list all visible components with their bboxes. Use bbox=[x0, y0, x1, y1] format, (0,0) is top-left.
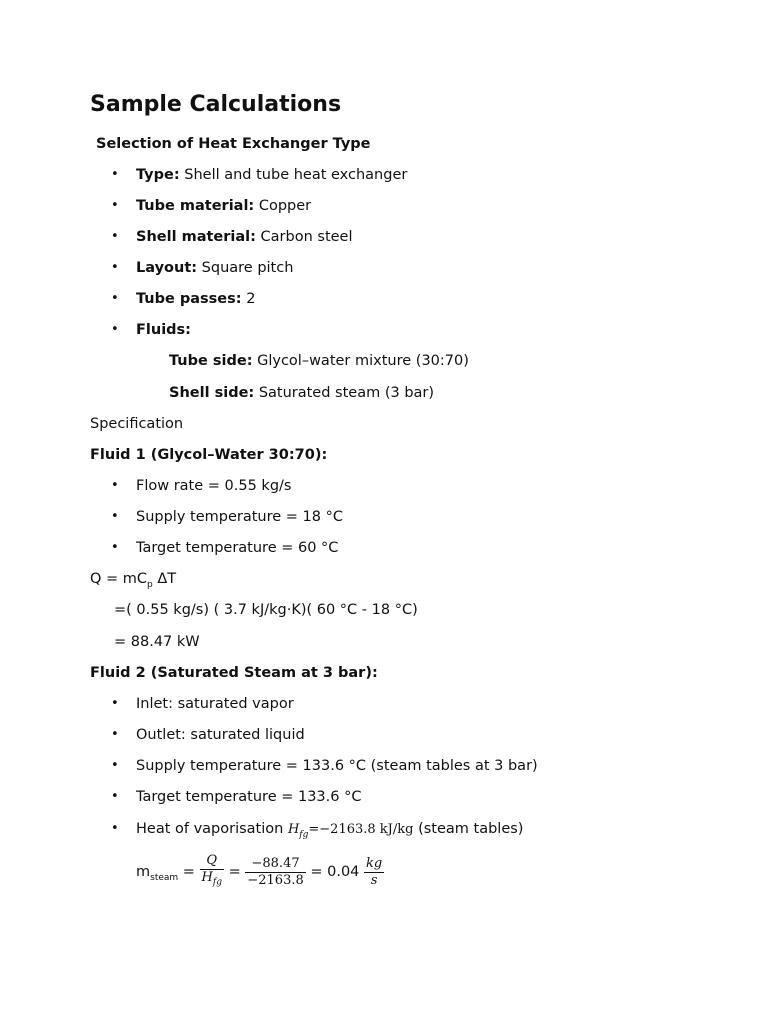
list-item: Target temperature = 133.6 °C bbox=[136, 789, 362, 805]
list-item: Supply temperature = 133.6 °C (steam tables at 3 bar) bbox=[136, 758, 538, 774]
bullet-icon: • bbox=[111, 540, 119, 555]
fraction-values: $\frac{-88.47}{-2163.8}$ bbox=[247, 855, 304, 888]
selection-heading: Selection of Heat Exchanger Type bbox=[96, 136, 371, 152]
list-item: Tube material: Copper bbox=[136, 198, 312, 214]
bullet-icon: • bbox=[111, 509, 119, 524]
fluid-tube-side: Tube side: Glycol–water mixture (30:70) bbox=[169, 353, 469, 369]
bullet-icon: • bbox=[111, 291, 119, 306]
bullet-icon: • bbox=[111, 167, 119, 182]
heat-of-vaporisation: Heat of vaporisation $H_{fg}=-2163.8$ kJ/kg (steam tables) bbox=[136, 821, 524, 840]
heat-calc-step: =( 0.55 kg/s) ( 3.7 kJ/kg·K)( 60 °C - 18 °C) bbox=[114, 602, 418, 618]
bullet-icon: • bbox=[111, 322, 119, 337]
fraction-q-over-hfg: $\frac{Q}{H_{fg}}$ bbox=[200, 853, 224, 891]
bullet-icon: • bbox=[111, 727, 119, 742]
list-item: Outlet: saturated liquid bbox=[136, 727, 305, 743]
bullet-icon: • bbox=[111, 229, 119, 244]
bullet-icon: • bbox=[111, 478, 119, 493]
list-item: Layout: Square pitch bbox=[136, 260, 294, 276]
fluid1-heading: Fluid 1 (Glycol–Water 30:70): bbox=[90, 447, 328, 463]
list-item: Fluids: bbox=[136, 322, 191, 338]
page-title: Sample Calculations bbox=[90, 92, 342, 117]
list-item: Inlet: saturated vapor bbox=[136, 696, 294, 712]
heat-equation: $Q = mC_p$ ΔT bbox=[90, 571, 177, 590]
steam-mass-flow-equation: $m_{steam}$ = $\frac{Q}{H_{fg}}$ = $\frac{-88.47}{-2163.8}$ = 0.04 $\frac{kg}{s}$ bbox=[136, 852, 384, 898]
fluid-shell-side: Shell side: Saturated steam (3 bar) bbox=[169, 385, 435, 401]
list-item: Type: Shell and tube heat exchanger bbox=[136, 167, 408, 183]
list-item: Shell material: Carbon steel bbox=[136, 229, 353, 245]
list-item: Tube passes: 2 bbox=[136, 291, 256, 307]
heat-calc-result: = 88.47 kW bbox=[114, 634, 200, 650]
bullet-icon: • bbox=[111, 789, 119, 804]
list-item: Supply temperature = 18 °C bbox=[136, 509, 343, 525]
list-item: Target temperature = 60 °C bbox=[136, 540, 339, 556]
bullet-icon: • bbox=[111, 758, 119, 773]
list-item: Flow rate = 0.55 kg/s bbox=[136, 478, 292, 494]
fluid2-heading: Fluid 2 (Saturated Steam at 3 bar): bbox=[90, 665, 378, 681]
bullet-icon: • bbox=[111, 260, 119, 275]
fraction-unit: $\frac{kg}{s}$ bbox=[366, 855, 383, 888]
bullet-icon: • bbox=[111, 821, 119, 836]
bullet-icon: • bbox=[111, 198, 119, 213]
bullet-icon: • bbox=[111, 696, 119, 711]
specification-heading: Specification bbox=[90, 416, 184, 432]
